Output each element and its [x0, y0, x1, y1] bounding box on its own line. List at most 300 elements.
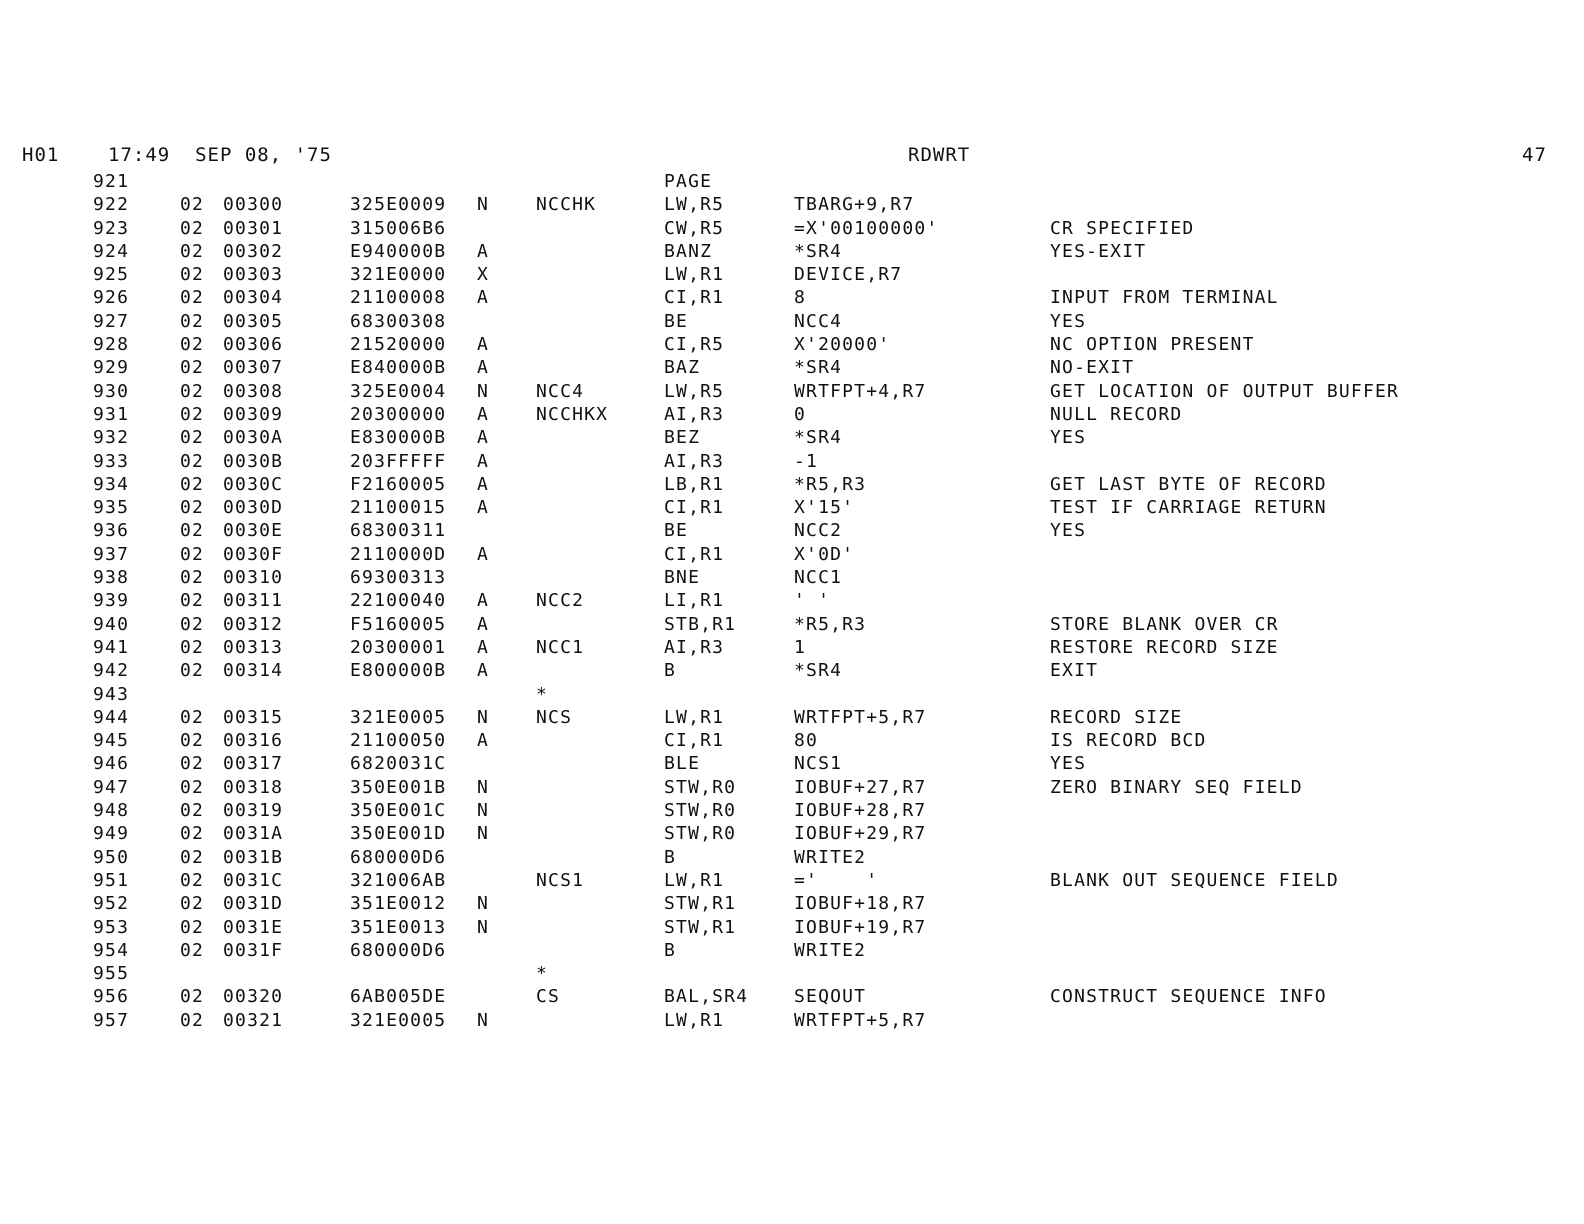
address: 00308 [223, 380, 284, 402]
address: 00302 [223, 240, 284, 262]
opcode: BE [664, 520, 689, 542]
comment: YES [1050, 310, 1087, 332]
operand: *SR4 [794, 427, 843, 449]
object-code: 21100008 [350, 287, 447, 309]
line-number: 930 [93, 380, 130, 402]
listing-row [0, 403, 1584, 426]
object-code: 350E001D [350, 823, 447, 845]
opcode: BAL,SR4 [664, 986, 749, 1008]
listing-row [0, 613, 1584, 636]
opcode: BANZ [664, 240, 713, 262]
line-number: 956 [93, 986, 130, 1008]
listing-row [0, 217, 1584, 240]
line-number: 937 [93, 543, 130, 565]
listing-row [0, 356, 1584, 379]
comment: YES [1050, 753, 1087, 775]
address: 0030C [223, 473, 284, 495]
section-code: 02 [180, 473, 205, 495]
section-code: 02 [180, 636, 205, 658]
address: 00311 [223, 590, 284, 612]
object-code: 325E0009 [350, 194, 447, 216]
operand: X'20000' [794, 334, 891, 356]
address: 00318 [223, 776, 284, 798]
object-code: E830000B [350, 427, 447, 449]
address: 00303 [223, 264, 284, 286]
listing-row [0, 380, 1584, 403]
relocation-flag: N [477, 823, 490, 845]
object-code: 203FFFFF [350, 450, 447, 472]
operand: NCS1 [794, 753, 843, 775]
object-code: 351E0013 [350, 916, 447, 938]
opcode: CI,R5 [664, 334, 725, 356]
line-number: 921 [93, 171, 130, 192]
line-number: 941 [93, 636, 130, 658]
operand: NCC4 [794, 310, 843, 332]
section-code: 02 [180, 776, 205, 798]
opcode: STW,R1 [664, 916, 737, 938]
line-number: 957 [93, 1009, 130, 1031]
relocation-flag: N [477, 776, 490, 798]
object-code: 350E001B [350, 776, 447, 798]
section-code: 02 [180, 287, 205, 309]
section-code: 02 [180, 403, 205, 425]
object-code: 321E0005 [350, 1009, 447, 1031]
opcode: AI,R3 [664, 636, 725, 658]
opcode: B [664, 939, 677, 961]
opcode: CI,R1 [664, 730, 725, 752]
comment: EXIT [1050, 660, 1099, 682]
address: 00310 [223, 567, 284, 589]
address: 0030F [223, 543, 284, 565]
section-code: 02 [180, 497, 205, 519]
object-code: 315006B6 [350, 217, 447, 239]
section-code: 02 [180, 590, 205, 612]
line-number: 936 [93, 520, 130, 542]
listing-row [0, 589, 1584, 612]
operand: ' ' [794, 590, 831, 612]
opcode: BEZ [664, 427, 701, 449]
listing-row [0, 799, 1584, 822]
operand: *R5,R3 [794, 613, 867, 635]
address: 00315 [223, 706, 284, 728]
opcode: B [664, 660, 677, 682]
comment: GET LAST BYTE OF RECORD [1050, 473, 1327, 495]
operand: TBARG+9,R7 [794, 194, 915, 216]
object-code: 22100040 [350, 590, 447, 612]
listing-row [0, 240, 1584, 263]
listing-row [0, 659, 1584, 682]
address: 00300 [223, 194, 284, 216]
object-code: 69300313 [350, 567, 447, 589]
address: 0030D [223, 497, 284, 519]
line-number: 944 [93, 706, 130, 728]
listing-row [0, 496, 1584, 519]
opcode: LW,R1 [664, 1009, 725, 1031]
opcode: LW,R1 [664, 869, 725, 891]
operand: IOBUF+29,R7 [794, 823, 927, 845]
listing-row [0, 333, 1584, 356]
listing-row [0, 426, 1584, 449]
system-id: H01 [22, 144, 60, 166]
opcode: LI,R1 [664, 590, 725, 612]
section-code: 02 [180, 823, 205, 845]
label: NCS1 [536, 869, 585, 891]
section-code: 02 [180, 310, 205, 332]
opcode: BLE [664, 753, 701, 775]
opcode: BAZ [664, 357, 701, 379]
section-code: 02 [180, 939, 205, 961]
label: * [536, 963, 549, 985]
operand: 0 [794, 403, 807, 425]
address: 0031B [223, 846, 284, 868]
section-code: 02 [180, 380, 205, 402]
operand: 8 [794, 287, 807, 309]
opcode: LW,R5 [664, 380, 725, 402]
line-number: 955 [93, 963, 130, 985]
comment: NO-EXIT [1050, 357, 1135, 379]
address: 00306 [223, 334, 284, 356]
object-code: 6AB005DE [350, 986, 447, 1008]
timestamp: 17:49 SEP 08, '75 [108, 144, 332, 166]
label: NCC4 [536, 380, 585, 402]
object-code: 20300000 [350, 403, 447, 425]
address: 00316 [223, 730, 284, 752]
relocation-flag: A [477, 403, 490, 425]
relocation-flag: A [477, 427, 490, 449]
address: 00304 [223, 287, 284, 309]
listing-row [0, 170, 1584, 193]
section-code: 02 [180, 730, 205, 752]
object-code: 321E0005 [350, 706, 447, 728]
opcode: STW,R0 [664, 800, 737, 822]
section-code: 02 [180, 869, 205, 891]
section-code: 02 [180, 613, 205, 635]
section-code: 02 [180, 660, 205, 682]
address: 0030E [223, 520, 284, 542]
label: NCCHKX [536, 403, 609, 425]
line-number: 948 [93, 800, 130, 822]
operand: WRITE2 [794, 846, 867, 868]
operand: IOBUF+19,R7 [794, 916, 927, 938]
operand: *R5,R3 [794, 473, 867, 495]
listing-row [0, 450, 1584, 473]
listing-row [0, 193, 1584, 216]
line-number: 939 [93, 590, 130, 612]
relocation-flag: A [477, 497, 490, 519]
section-code: 02 [180, 427, 205, 449]
label: * [536, 683, 549, 705]
object-code: 321006AB [350, 869, 447, 891]
relocation-flag: A [477, 730, 490, 752]
relocation-flag: A [477, 473, 490, 495]
line-number: 923 [93, 217, 130, 239]
line-number: 926 [93, 287, 130, 309]
listing-row [0, 1009, 1584, 1032]
object-code: 6820031C [350, 753, 447, 775]
operand: X'15' [794, 497, 855, 519]
relocation-flag: N [477, 893, 490, 915]
operand: IOBUF+28,R7 [794, 800, 927, 822]
address: 0030A [223, 427, 284, 449]
listing-row [0, 263, 1584, 286]
section-code: 02 [180, 334, 205, 356]
object-code: 680000D6 [350, 846, 447, 868]
label: NCC2 [536, 590, 585, 612]
listing-row [0, 636, 1584, 659]
listing-row [0, 846, 1584, 869]
section-code: 02 [180, 543, 205, 565]
address: 0031F [223, 939, 284, 961]
line-number: 953 [93, 916, 130, 938]
listing-row [0, 916, 1584, 939]
operand: IOBUF+18,R7 [794, 893, 927, 915]
section-code: 02 [180, 916, 205, 938]
section-code: 02 [180, 520, 205, 542]
relocation-flag: X [477, 264, 490, 286]
listing-row [0, 752, 1584, 775]
section-code: 02 [180, 846, 205, 868]
address: 0031E [223, 916, 284, 938]
object-code: 68300308 [350, 310, 447, 332]
operand: *SR4 [794, 357, 843, 379]
line-number: 929 [93, 357, 130, 379]
listing-row [0, 519, 1584, 542]
address: 00312 [223, 613, 284, 635]
line-number: 940 [93, 613, 130, 635]
line-number: 938 [93, 567, 130, 589]
operand: NCC2 [794, 520, 843, 542]
comment: YES-EXIT [1050, 240, 1147, 262]
address: 00320 [223, 986, 284, 1008]
section-code: 02 [180, 240, 205, 262]
line-number: 946 [93, 753, 130, 775]
section-code: 02 [180, 1009, 205, 1031]
comment: GET LOCATION OF OUTPUT BUFFER [1050, 380, 1400, 402]
relocation-flag: A [477, 357, 490, 379]
operand: 80 [794, 730, 819, 752]
section-code: 02 [180, 264, 205, 286]
operand: NCC1 [794, 567, 843, 589]
relocation-flag: A [477, 613, 490, 635]
line-number: 935 [93, 497, 130, 519]
opcode: CI,R1 [664, 543, 725, 565]
line-number: 942 [93, 660, 130, 682]
operand: SEQOUT [794, 986, 867, 1008]
section-code: 02 [180, 753, 205, 775]
address: 0031A [223, 823, 284, 845]
object-code: 2110000D [350, 543, 447, 565]
line-number: 934 [93, 473, 130, 495]
line-number: 947 [93, 776, 130, 798]
operand: *SR4 [794, 240, 843, 262]
object-code: F2160005 [350, 473, 447, 495]
relocation-flag: A [477, 590, 490, 612]
opcode: CW,R5 [664, 217, 725, 239]
label: NCCHK [536, 194, 597, 216]
opcode: LW,R1 [664, 264, 725, 286]
object-code: 21520000 [350, 334, 447, 356]
object-code: 21100015 [350, 497, 447, 519]
listing-row [0, 822, 1584, 845]
address: 00321 [223, 1009, 284, 1031]
line-number: 950 [93, 846, 130, 868]
section-code: 02 [180, 194, 205, 216]
opcode: LW,R5 [664, 194, 725, 216]
line-number: 922 [93, 194, 130, 216]
relocation-flag: A [477, 334, 490, 356]
object-code: E940000B [350, 240, 447, 262]
relocation-flag: A [477, 660, 490, 682]
relocation-flag: N [477, 194, 490, 216]
comment: CR SPECIFIED [1050, 217, 1195, 239]
relocation-flag: N [477, 916, 490, 938]
object-code: 351E0012 [350, 893, 447, 915]
opcode: AI,R3 [664, 403, 725, 425]
listing-row [0, 543, 1584, 566]
line-number: 927 [93, 310, 130, 332]
address: 0031C [223, 869, 284, 891]
operand: WRTFPT+5,R7 [794, 1009, 927, 1031]
label: CS [536, 986, 561, 1008]
operand: =X'00100000' [794, 217, 939, 239]
opcode: STB,R1 [664, 613, 737, 635]
listing-row [0, 683, 1584, 706]
opcode: LB,R1 [664, 473, 725, 495]
object-code: 680000D6 [350, 939, 447, 961]
address: 0030B [223, 450, 284, 472]
object-code: F5160005 [350, 613, 447, 635]
listing-row [0, 869, 1584, 892]
address: 00314 [223, 660, 284, 682]
section-code: 02 [180, 217, 205, 239]
listing-row [0, 776, 1584, 799]
opcode: STW,R0 [664, 776, 737, 798]
address: 00319 [223, 800, 284, 822]
relocation-flag: N [477, 706, 490, 728]
operand: X'0D' [794, 543, 855, 565]
section-code: 02 [180, 986, 205, 1008]
comment: RESTORE RECORD SIZE [1050, 636, 1279, 658]
listing-row [0, 310, 1584, 333]
program-name: RDWRT [908, 144, 971, 166]
operand: 1 [794, 636, 807, 658]
opcode: CI,R1 [664, 287, 725, 309]
address: 00301 [223, 217, 284, 239]
operand: WRTFPT+4,R7 [794, 380, 927, 402]
relocation-flag: A [477, 287, 490, 309]
comment: BLANK OUT SEQUENCE FIELD [1050, 869, 1339, 891]
address: 00313 [223, 636, 284, 658]
object-code: E840000B [350, 357, 447, 379]
comment: CONSTRUCT SEQUENCE INFO [1050, 986, 1327, 1008]
section-code: 02 [180, 800, 205, 822]
listing-row [0, 892, 1584, 915]
section-code: 02 [180, 706, 205, 728]
label: NCC1 [536, 636, 585, 658]
opcode: LW,R1 [664, 706, 725, 728]
relocation-flag: N [477, 380, 490, 402]
line-number: 924 [93, 240, 130, 262]
listing-row [0, 985, 1584, 1008]
relocation-flag: A [477, 543, 490, 565]
object-code: 21100050 [350, 730, 447, 752]
section-code: 02 [180, 450, 205, 472]
comment: STORE BLANK OVER CR [1050, 613, 1279, 635]
operand: =' ' [794, 869, 879, 891]
operand: -1 [794, 450, 819, 472]
comment: NULL RECORD [1050, 403, 1183, 425]
opcode: B [664, 846, 677, 868]
line-number: 945 [93, 730, 130, 752]
operand: *SR4 [794, 660, 843, 682]
object-code: 321E0000 [350, 264, 447, 286]
object-code: 20300001 [350, 636, 447, 658]
comment: NC OPTION PRESENT [1050, 334, 1255, 356]
address: 00307 [223, 357, 284, 379]
line-number: 932 [93, 427, 130, 449]
relocation-flag: N [477, 1009, 490, 1031]
relocation-flag: A [477, 450, 490, 472]
listing-row [0, 286, 1584, 309]
comment: TEST IF CARRIAGE RETURN [1050, 497, 1327, 519]
comment: YES [1050, 520, 1087, 542]
address: 00309 [223, 403, 284, 425]
line-number: 951 [93, 869, 130, 891]
object-code: 350E001C [350, 800, 447, 822]
comment: RECORD SIZE [1050, 706, 1183, 728]
page-number: 47 [1522, 144, 1547, 166]
section-code: 02 [180, 893, 205, 915]
line-number: 925 [93, 264, 130, 286]
section-code: 02 [180, 567, 205, 589]
comment: IS RECORD BCD [1050, 730, 1207, 752]
operand: IOBUF+27,R7 [794, 776, 927, 798]
relocation-flag: N [477, 800, 490, 822]
listing-row [0, 729, 1584, 752]
object-code: 325E0004 [350, 380, 447, 402]
address: 00305 [223, 310, 284, 332]
opcode: STW,R1 [664, 893, 737, 915]
line-number: 931 [93, 403, 130, 425]
opcode: BNE [664, 567, 701, 589]
line-number: 954 [93, 939, 130, 961]
object-code: E800000B [350, 660, 447, 682]
section-code: 02 [180, 357, 205, 379]
address: 0031D [223, 893, 284, 915]
comment: ZERO BINARY SEQ FIELD [1050, 776, 1303, 798]
line-number: 952 [93, 893, 130, 915]
comment: INPUT FROM TERMINAL [1050, 287, 1279, 309]
opcode: CI,R1 [664, 497, 725, 519]
address: 00317 [223, 753, 284, 775]
operand: DEVICE,R7 [794, 264, 903, 286]
relocation-flag: A [477, 240, 490, 262]
line-number: 933 [93, 450, 130, 472]
operand: WRTFPT+5,R7 [794, 706, 927, 728]
listing-row [0, 706, 1584, 729]
line-number: 949 [93, 823, 130, 845]
listing-row [0, 939, 1584, 962]
label: NCS [536, 706, 573, 728]
line-number: 928 [93, 334, 130, 356]
listing-row [0, 473, 1584, 496]
comment: YES [1050, 427, 1087, 449]
assembly-listing [0, 170, 1584, 1032]
operand: WRITE2 [794, 939, 867, 961]
line-number: 943 [93, 683, 130, 705]
relocation-flag: A [477, 636, 490, 658]
object-code: 68300311 [350, 520, 447, 542]
